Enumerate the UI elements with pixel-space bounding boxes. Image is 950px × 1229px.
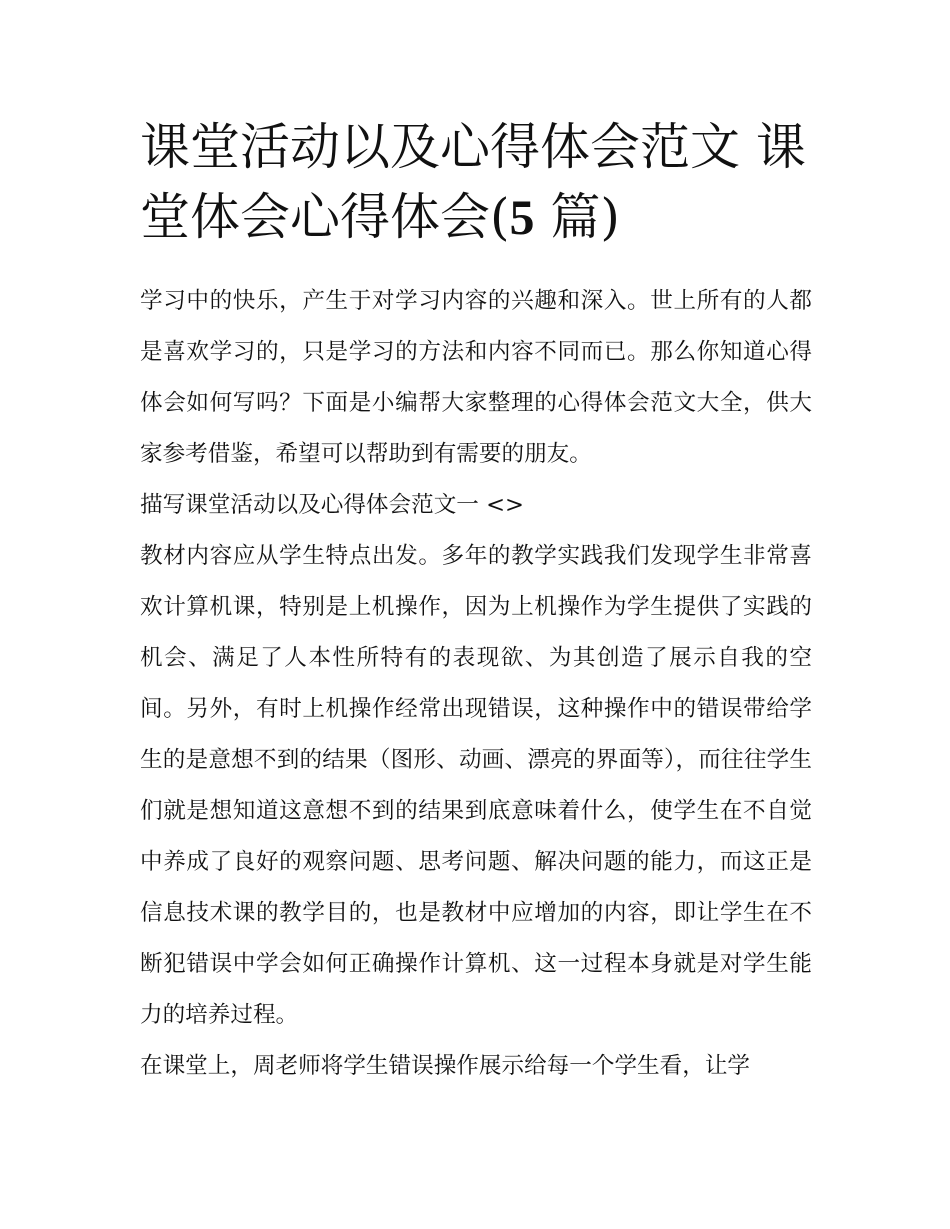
section-heading: 描写课堂活动以及心得体会范文一 <> [140,492,524,518]
document-page [140,112,812,1092]
title-count: 5 [509,189,535,245]
document-title [140,112,812,252]
body-paragraph-2: 在课堂上，周老师将学生错误操作展示给每一个学生看，让学 [140,1053,751,1079]
document-body [140,276,812,1092]
intro-paragraph: 学习中的快乐，产生于对学习内容的兴趣和深入。世上所有的人都是喜欢学习的，只是学习的方法和内容不同而已。那么你知道心得体会如何写吗？下面是小编帮大家整理的心得体会范文大全，供大家参考借鉴，希望可以帮助到有需要的朋友。 [140,288,812,467]
title-suffix: 篇) [534,188,620,246]
title-text: 课堂活动以及心得体会范文 课堂体会心得体会( [140,118,806,246]
body-paragraph-1: 教材内容应从学生特点出发。多年的教学实践我们发现学生非常喜欢计算机课，特别是上机操作，因为上机操作为学生提供了实践的机会、满足了人本性所特有的表现欲、为其创造了展示自我的空间。另外，有时上机操作经常出现错误，这种操作中的错误带给学生的是意想不到的结果（图形、动画、漂亮的界面等），而往往学生们就是想知道这意想不到的结果到底意味着什么，使学生在不自觉中养成了良好的观察问题、思考问题、解决问题的能力，而这正是信息技术课的教学目的，也是教材中应增加的内容，即让学生在不断犯错误中学会如何正确操作计算机、这一过程本身就是对学生能力的培养过程。 [140,543,812,1028]
